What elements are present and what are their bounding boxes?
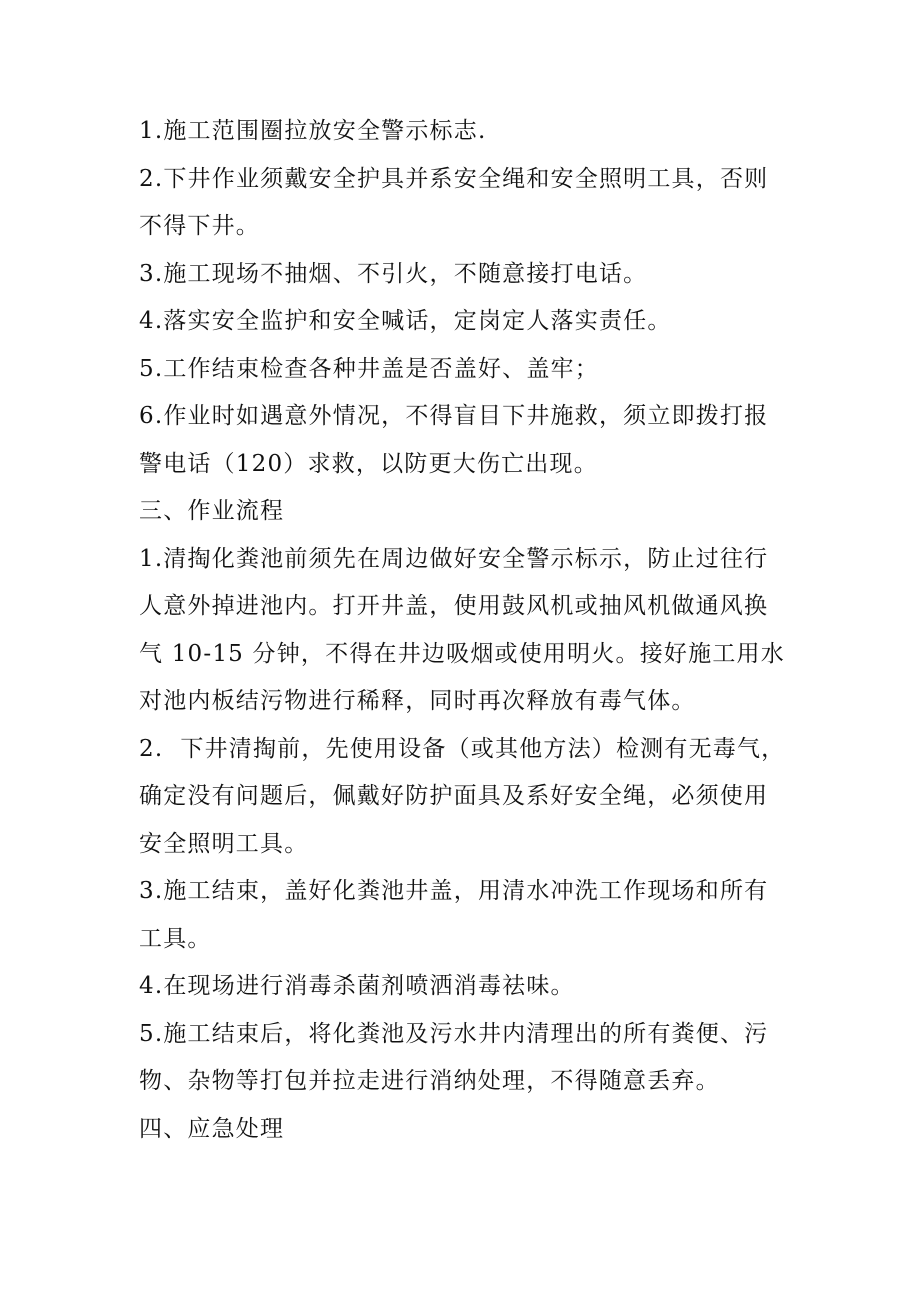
- text-line: 3.施工现场不抽烟、不引火，不随意接打电话。: [139, 260, 648, 287]
- text-line: 1.清掏化粪池前须先在周边做好安全警示标示，防止过往行: [139, 545, 769, 572]
- section-heading: 三、作业流程: [139, 498, 285, 524]
- text-line: 气 10-15 分钟，不得在井边吸烟或使用明火。接好施工用水: [139, 640, 785, 667]
- text-line: 2.下井作业须戴安全护具并系安全绳和安全照明工具，否则: [139, 165, 769, 192]
- text-line: 5.工作结束检查各种井盖是否盖好、盖牢；: [139, 355, 599, 382]
- section-heading: 四、应急处理: [139, 1115, 285, 1142]
- text-line: 4.落实安全监护和安全喊话，定岗定人落实责任。: [139, 308, 672, 334]
- text-line: 1.施工范围圈拉放安全警示标志.: [139, 118, 487, 144]
- text-line: 对池内板结污物进行稀释，同时再次释放有毒气体。: [139, 688, 696, 714]
- text-line: 工具。: [139, 925, 212, 952]
- text-line: 6.作业时如遇意外情况，不得盲目下井施救，须立即拨打报: [139, 403, 769, 429]
- text-line: 警电话（120）求救，以防更大伤亡出现。: [139, 450, 598, 477]
- text-line: 确定没有问题后，佩戴好防护面具及系好安全绳，必须使用: [139, 783, 769, 809]
- text-line: 4.在现场进行消毒杀菌剂喷洒消毒祛味。: [139, 973, 575, 999]
- text-line: 安全照明工具。: [139, 830, 309, 857]
- document-body: [139, 108, 789, 1153]
- text-line: 2. 下井清掏前，先使用设备（或其他方法）检测有无毒气，: [139, 735, 786, 762]
- text-line: 物、杂物等打包并拉走进行消纳处理，不得随意丢弃。: [139, 1068, 720, 1094]
- text-line: 人意外掉进池内。打开井盖，使用鼓风机或抽风机做通风换: [139, 593, 769, 619]
- text-line: 5.施工结束后，将化粪池及污水井内清理出的所有粪便、污: [139, 1020, 769, 1047]
- text-line: 3.施工结束，盖好化粪池井盖，用清水冲洗工作现场和所有: [139, 878, 769, 904]
- text-line: 不得下井。: [139, 213, 260, 239]
